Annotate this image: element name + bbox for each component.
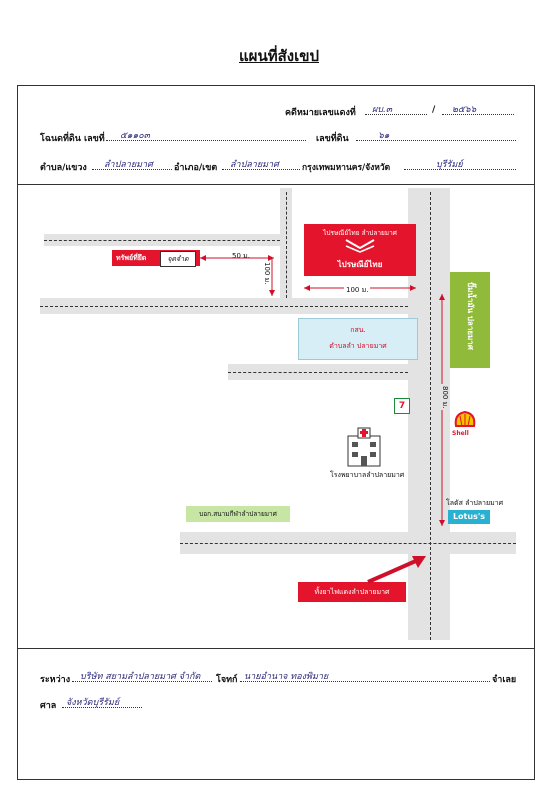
distance-50: 50 ม. <box>232 252 250 260</box>
defendant-name: นายอำนาจ ทองพิมาย <box>244 672 329 682</box>
province-label: กรุงเทพมหานคร/จังหวัด <box>302 163 391 173</box>
traffic-light-label: ทั้งยาไฟแดงลำปลายมาศ <box>298 582 406 602</box>
page-title: แผนที่สังเขป <box>239 47 319 65</box>
municipal-office <box>298 318 418 360</box>
defendant-label: จำเลย <box>492 675 517 685</box>
subdistrict-value: ลำปลายมาศ <box>104 160 153 170</box>
stadium-label: บอก.สนามกีฬาลำปลายมาศ <box>186 506 290 522</box>
court-label: ศาล <box>40 701 57 711</box>
distance-100-vertical: 100 ม. <box>263 262 271 285</box>
case-separator: / <box>432 105 436 115</box>
deed-number: ๕๑๑๐๓ <box>120 131 150 141</box>
lotus-logo: Lotus's <box>448 510 490 524</box>
seven-eleven-icon: 7 <box>394 398 410 414</box>
plaintiff-name: บริษัท สยามลำปลายมาศ จำกัด <box>80 672 201 682</box>
case-number: ผบ.๓ <box>372 105 392 115</box>
plaintiff-label: โจทก์ <box>216 675 238 685</box>
post-office-building <box>304 224 416 276</box>
property-handwritten: จุดจำด <box>160 251 196 267</box>
road-distance-label: 800 ม. <box>441 386 449 409</box>
province-value: บุรีรัมย์ <box>436 160 463 170</box>
shell-logo-icon <box>454 410 476 430</box>
gas-station-label: ปั๊มน้ำมัน ปลายมาศ <box>466 282 475 350</box>
district-value: ลำปลายมาศ <box>230 160 279 170</box>
district-label: อำเภอ/เขต <box>174 163 218 173</box>
location-arrow-icon <box>364 552 430 588</box>
post-logo-icon <box>344 238 376 254</box>
municipal-line-1: กสน. <box>350 326 366 334</box>
shell-label: Shell <box>452 430 469 437</box>
subdistrict-label: ตำบล/แขวง <box>40 163 87 173</box>
post-office-label: ไปรษณีย์ไทย ลำปลายมาศ <box>323 229 397 237</box>
map-top-rule <box>17 184 535 185</box>
municipal-line-2: ตำบลลำ ปลายมาศ <box>329 342 387 350</box>
case-year: ๒๕๖๖ <box>452 105 477 115</box>
deed-label: โฉนดที่ดิน เลขที่ <box>40 134 105 144</box>
lotus-caption: โลตัส ลำปลายมาศ <box>446 499 504 507</box>
hospital-label: โรงพยาบาลลำปลายมาศ <box>330 471 405 479</box>
case-label: คดีหมายเลขแดงที่ <box>285 108 356 118</box>
land-label: เลขที่ดิน <box>316 134 349 144</box>
post-width-label: 100 ม. <box>346 286 369 294</box>
property-label: ทรัพย์ที่ยึด <box>116 254 147 262</box>
between-label: ระหว่าง <box>40 675 71 685</box>
post-logo-text: ไปรษณีย์ไทย <box>337 260 383 269</box>
gas-station-sign <box>450 272 490 368</box>
hospital-icon <box>344 426 384 468</box>
land-number: ๖๑ <box>378 131 390 141</box>
map-bottom-rule <box>17 648 535 649</box>
court-name: จังหวัดบุรีรัมย์ <box>66 698 120 708</box>
